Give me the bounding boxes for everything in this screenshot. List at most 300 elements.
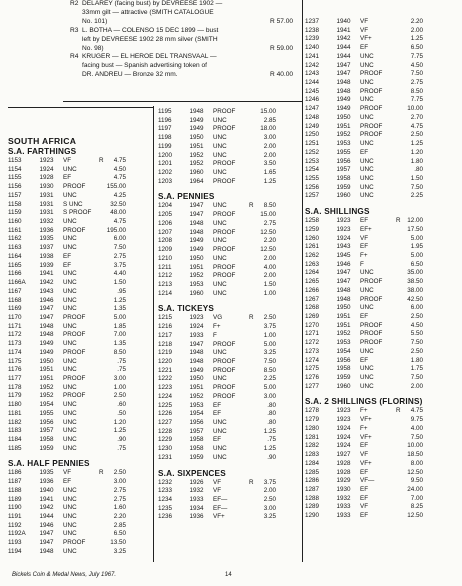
section-title: S.A. TICKEYS (158, 304, 215, 314)
coin-year: 1928 (39, 174, 54, 182)
list-item (305, 243, 423, 252)
coin-grade: EF (360, 442, 369, 450)
coin-year: 1936 (189, 513, 204, 521)
coin-year: 1947 (336, 269, 351, 277)
coin-year: 1923 (39, 157, 54, 164)
lot-number: 1200 (158, 151, 173, 159)
lot-number: 1287 (305, 485, 320, 493)
coin-year: 1950 (336, 304, 351, 312)
coin-grade: F+ (360, 424, 368, 432)
coin-year: 1948 (189, 349, 204, 357)
coin-grade: EF (213, 410, 222, 418)
lot-number: 1153 (8, 157, 22, 164)
list-item (158, 436, 276, 445)
coin-price: 2.00 (263, 487, 276, 495)
list-item (8, 401, 126, 410)
coin-year: 1956 (39, 418, 54, 426)
coin-year: 1923 (336, 407, 351, 415)
lot-number: 1194 (8, 547, 22, 555)
coin-year: 1926 (189, 478, 204, 486)
lot-number: 1238 (305, 26, 320, 34)
list-item (305, 451, 423, 460)
lot-number: 1277 (305, 382, 320, 390)
coin-year: 1943 (336, 243, 351, 251)
coin-grade: VF (360, 451, 369, 459)
coin-grade: F (213, 331, 217, 339)
list-item (305, 123, 423, 132)
lot-number: 1170 (8, 313, 22, 321)
coin-price: 3.75 (263, 478, 276, 486)
list-item (8, 419, 126, 428)
lot-number: 1187 (8, 478, 22, 486)
coin-year: 1952 (336, 131, 351, 139)
section-title: S.A. SHILLINGS (305, 207, 370, 217)
lot-number: 1253 (305, 157, 320, 165)
coin-grade: UNC (360, 183, 374, 191)
list-item (305, 287, 423, 296)
price-section (158, 468, 276, 523)
section-rule (8, 107, 153, 108)
coin-year: 1956 (336, 356, 351, 364)
coin-grade: PROOF (213, 340, 236, 348)
list-item (305, 184, 423, 193)
list-item (8, 183, 126, 192)
lot-number: 1163 (8, 244, 22, 252)
list-item (8, 331, 126, 340)
list-item (305, 442, 423, 451)
list-item (158, 117, 276, 126)
coin-grade: PROOF (360, 105, 383, 113)
coin-year: 1930 (39, 183, 54, 191)
list-item (158, 246, 276, 255)
lot-number: 1182 (8, 418, 22, 426)
list-item (158, 125, 276, 134)
coin-grade: PROOF (213, 160, 236, 168)
coin-grade: PROOF (63, 313, 86, 321)
coin-price: 38.00 (407, 286, 423, 294)
coin-grade: UNC (63, 418, 77, 426)
coin-price: 1.25 (113, 296, 126, 304)
section-title: S.A. PENNIES (158, 192, 215, 202)
lot-number: 1210 (158, 254, 173, 262)
list-item (158, 358, 276, 367)
coin-year: 1944 (39, 513, 54, 521)
coin-grade: UNC (213, 419, 227, 426)
lot-number: 1218 (158, 340, 173, 348)
coin-grade: UNC (63, 296, 77, 304)
medal-price: R 59.00 (270, 44, 294, 52)
list-item (305, 192, 423, 201)
list-item (8, 288, 126, 297)
lot-number: 1219 (158, 349, 173, 357)
lot-number: 1164 (8, 252, 22, 260)
list-item (8, 436, 126, 445)
coin-grade: UNC (360, 174, 374, 182)
coin-year: 1947 (189, 340, 204, 348)
lot-number: 1226 (158, 410, 173, 418)
coin-grade: UNC (213, 202, 227, 210)
medal-price: R 57.00 (270, 17, 294, 25)
lot-number: 1208 (158, 237, 173, 245)
coin-price: 2.00 (263, 151, 276, 159)
lot-number: 1251 (305, 140, 320, 148)
coin-grade: UNC (360, 382, 374, 390)
coin-price: 17.50 (407, 225, 423, 233)
coin-price: 6.50 (113, 530, 126, 538)
coin-grade: PROOF (213, 384, 236, 392)
coin-grade: UNC (213, 445, 227, 453)
list-item (158, 410, 276, 419)
coin-grade: UNC (63, 547, 77, 555)
coin-price: 7.50 (410, 183, 423, 191)
coin-price: .60 (117, 401, 126, 409)
list-item (158, 367, 276, 376)
coin-price: 1.00 (113, 383, 126, 391)
coin-year: 1956 (336, 157, 351, 165)
coin-grade: EF (360, 356, 369, 364)
coin-grade: F+ (213, 323, 221, 331)
coin-price: 2.00 (263, 254, 276, 262)
price-section (8, 146, 126, 453)
lot-number: 1179 (8, 392, 22, 400)
lot-number: 1190 (8, 504, 22, 512)
coin-price: 1.65 (263, 169, 276, 177)
coin-grade: VF (63, 469, 72, 477)
column-right (305, 18, 423, 521)
coin-year: 1924 (39, 165, 54, 173)
coin-grade: PROOF (213, 366, 236, 374)
section-rule (63, 101, 302, 102)
medal-description: left by DEVREESE 1902 28 mm silver (SMITH (82, 35, 218, 43)
coin-grade: PROOF (213, 246, 236, 254)
lot-number: 1258 (305, 217, 320, 225)
lot-number: 1188 (8, 486, 22, 494)
list-item (158, 496, 276, 505)
coin-year: 1948 (189, 357, 204, 365)
medal-price (270, 0, 300, 9)
coin-price: 1.50 (263, 280, 276, 288)
coin-price: 1.50 (410, 174, 423, 182)
coin-price: 4.75 (410, 122, 423, 130)
lot-number: 1286 (305, 477, 320, 485)
lot-number: 1261 (305, 243, 320, 251)
coin-price: 1.85 (113, 322, 126, 330)
coin-year: 1949 (189, 366, 204, 374)
price-section (158, 108, 276, 186)
coin-year: 1949 (189, 116, 204, 124)
medal-entry-line (70, 18, 300, 27)
coin-year: 1933 (189, 331, 204, 339)
lot-number: 1289 (305, 503, 320, 511)
lot-number: 1283 (305, 451, 320, 459)
coin-year: 1952 (189, 392, 204, 400)
coin-price: 2.50 (113, 469, 126, 477)
coin-grade: UNC (213, 219, 227, 227)
coin-year: 1951 (189, 142, 204, 150)
coin-price: 3.00 (263, 392, 276, 400)
coin-year: 1948 (336, 286, 351, 294)
lot-number: 1166A (8, 279, 26, 287)
list-item (158, 375, 276, 384)
lot-number: 1162 (8, 235, 22, 243)
coin-price: 1.25 (410, 35, 423, 43)
coin-year: 1931 (39, 209, 54, 217)
list-item (8, 513, 126, 522)
coin-price: 9.50 (410, 477, 423, 485)
coin-grade: UNC (63, 305, 77, 313)
coin-price: 7.00 (113, 331, 126, 339)
medal-code: R2 (70, 0, 79, 7)
lot-number: 1242 (305, 61, 320, 69)
medal-description: DR. ANDREU — Bronze 32 mm. (82, 71, 178, 79)
currency-mark: R (396, 217, 401, 225)
coin-grade: UNC (360, 192, 374, 200)
list-item (158, 419, 276, 428)
lot-number: 1221 (158, 366, 173, 374)
coin-grade: PROOF (360, 131, 383, 139)
coin-price: 7.50 (263, 357, 276, 365)
coin-price: 1.95 (410, 243, 423, 251)
coin-year: 1947 (336, 70, 351, 78)
list-item (158, 349, 276, 358)
list-item (158, 237, 276, 246)
list-item (305, 322, 423, 331)
lot-number: 1155 (8, 174, 22, 182)
list-item (305, 96, 423, 105)
coin-year: 1950 (189, 254, 204, 262)
coin-year: 1923 (189, 314, 204, 322)
coin-grade: VF (213, 478, 222, 486)
list-item (305, 88, 423, 97)
list-item (158, 264, 276, 273)
lot-number: 1158 (8, 200, 22, 208)
coin-year: 1959 (39, 444, 54, 452)
lot-number: 1225 (158, 401, 173, 409)
coin-price: .90 (117, 436, 126, 443)
lot-number: 1264 (305, 269, 320, 277)
list-item (158, 487, 276, 496)
list-item (305, 383, 423, 392)
coin-price: 3.00 (113, 374, 126, 382)
coin-price: 1.35 (113, 305, 126, 313)
lot-number: 1262 (305, 251, 320, 259)
coin-price: 6.50 (410, 260, 423, 268)
lot-number: 1166 (8, 270, 22, 278)
coin-price: 2.70 (410, 113, 423, 121)
coin-price: 1.00 (263, 289, 276, 297)
list-item (8, 496, 126, 505)
coin-year: 1955 (39, 409, 54, 417)
coin-grade: EF— (213, 504, 228, 512)
lot-number: 1202 (158, 169, 173, 177)
medal-code (70, 36, 82, 45)
medal-price (270, 62, 300, 71)
coin-year: 1924 (336, 433, 351, 441)
price-list (8, 469, 126, 556)
lot-number: 1288 (305, 494, 320, 502)
coin-price: 3.00 (263, 134, 276, 142)
coin-price: 2.25 (263, 375, 276, 383)
coin-price: 5.00 (410, 251, 423, 259)
list-item (305, 62, 423, 71)
coin-grade: UNC (213, 289, 227, 297)
list-item (158, 160, 276, 169)
list-item (305, 44, 423, 53)
coin-price: 7.75 (410, 96, 423, 104)
list-item (8, 253, 126, 262)
lot-number: 1193 (8, 539, 22, 547)
coin-price: 4.00 (410, 424, 423, 432)
coin-year: 1935 (39, 235, 54, 243)
coin-year: 1941 (39, 495, 54, 503)
list-item (8, 201, 126, 210)
column-middle (158, 108, 276, 522)
lot-number: 1244 (305, 79, 320, 87)
list-item (8, 262, 126, 271)
coin-year: 1948 (336, 87, 351, 95)
medal-code: R3 (70, 26, 79, 34)
coin-price: 3.50 (263, 160, 276, 168)
coin-grade: VF (360, 26, 369, 34)
country-heading: SOUTH AFRICA (8, 136, 77, 146)
coin-price: .75 (117, 366, 126, 374)
lot-number: 1167 (8, 287, 22, 295)
coin-price: 8.50 (263, 366, 276, 374)
coin-year: 1932 (189, 487, 204, 495)
coin-year: 1928 (336, 468, 351, 476)
lot-number: 1248 (305, 113, 320, 121)
coin-grade: UNC (63, 444, 77, 452)
list-item (158, 272, 276, 281)
page-number: 14 (225, 572, 232, 578)
list-item (305, 27, 423, 36)
coin-grade: PROOF (63, 392, 86, 400)
lot-number: 1199 (158, 142, 172, 150)
lot-number: 1240 (305, 44, 320, 52)
lot-number: 1174 (8, 348, 22, 356)
coin-grade: UNC (360, 365, 374, 373)
list-item (158, 220, 276, 229)
coin-grade: VF (360, 18, 369, 25)
coin-grade: UNC (63, 235, 77, 243)
lot-number: 1175 (8, 357, 22, 365)
coin-price: 7.75 (410, 52, 423, 60)
price-list (158, 479, 276, 523)
list-item (158, 332, 276, 341)
coin-price: 12.50 (407, 512, 423, 520)
coin-year: 1931 (39, 191, 54, 199)
lot-number: 1260 (305, 234, 320, 242)
list-item (305, 79, 423, 88)
coin-year: 1944 (336, 44, 351, 52)
coin-grade: VF (63, 157, 72, 164)
coin-price: 3.00 (113, 478, 126, 486)
list-item (8, 530, 126, 539)
lot-number: 1269 (305, 313, 320, 320)
list-item (305, 434, 423, 443)
coin-year: 1928 (336, 459, 351, 467)
coin-year: 1953 (336, 339, 351, 347)
coin-price: 3.25 (263, 349, 276, 357)
coin-price: 2.75 (263, 219, 276, 227)
list-item (305, 166, 423, 175)
list-item (305, 365, 423, 374)
coin-year: 1960 (336, 192, 351, 200)
coin-price: 2.75 (113, 486, 126, 494)
coin-price: 12.50 (260, 246, 276, 254)
list-item (158, 134, 276, 143)
coin-grade: UNC (213, 142, 227, 150)
coin-price: 1.25 (410, 140, 423, 148)
lot-number: 1171 (8, 322, 22, 330)
list-item (158, 428, 276, 437)
coin-price: 2.00 (410, 26, 423, 34)
coin-price: 8.00 (410, 459, 423, 467)
coin-grade: PROOF (213, 211, 236, 219)
medal-entry-line (70, 62, 300, 71)
coin-price: 2.20 (410, 18, 423, 25)
coin-grade: F+ (360, 251, 368, 259)
list-item (158, 143, 276, 152)
coin-year: 1933 (189, 496, 204, 504)
list-item (158, 505, 276, 514)
list-item (305, 252, 423, 261)
coin-price: 15.00 (260, 211, 276, 219)
lot-number: 1205 (158, 211, 173, 219)
coin-price: 8.50 (263, 202, 276, 210)
coin-grade: UNC (63, 513, 77, 521)
currency-mark: R (249, 202, 254, 210)
coin-price: .80 (267, 419, 276, 426)
coin-year: 1923 (336, 217, 351, 225)
coin-year: 1933 (336, 503, 351, 511)
list-item (305, 105, 423, 114)
coin-price: 155.00 (106, 183, 126, 191)
lot-number: 1227 (158, 419, 173, 426)
coin-grade: EF— (213, 496, 228, 504)
coin-year: 1934 (189, 504, 204, 512)
lot-number: 1192A (8, 530, 26, 538)
coin-grade: UNC (360, 347, 374, 355)
coin-year: 1951 (336, 313, 351, 320)
list-item (8, 235, 126, 244)
coin-grade: UNC (63, 357, 77, 365)
lot-number: 1183 (8, 427, 22, 435)
coin-grade: VF (213, 487, 222, 495)
coin-year: 1951 (336, 122, 351, 130)
coin-price: 5.00 (113, 313, 126, 321)
coin-grade: VG (213, 314, 223, 322)
coin-year: 1951 (39, 366, 54, 374)
lot-number: 1235 (158, 504, 173, 512)
list-item (8, 410, 126, 419)
coin-grade: PROOF (213, 263, 236, 271)
list-item (8, 174, 126, 183)
coin-price: 7.50 (410, 70, 423, 78)
coin-price: 4.75 (410, 407, 423, 415)
lot-number: 1184 (8, 436, 22, 443)
list-item (8, 209, 126, 218)
list-item (305, 330, 423, 339)
coin-price: 1.25 (263, 177, 276, 185)
coin-price: 3.75 (263, 323, 276, 331)
list-item (305, 261, 423, 270)
lot-number: 1237 (305, 18, 320, 25)
price-section (158, 303, 276, 462)
coin-price: 3.25 (263, 513, 276, 521)
list-item (305, 486, 423, 495)
coin-grade: UNC (63, 366, 77, 374)
